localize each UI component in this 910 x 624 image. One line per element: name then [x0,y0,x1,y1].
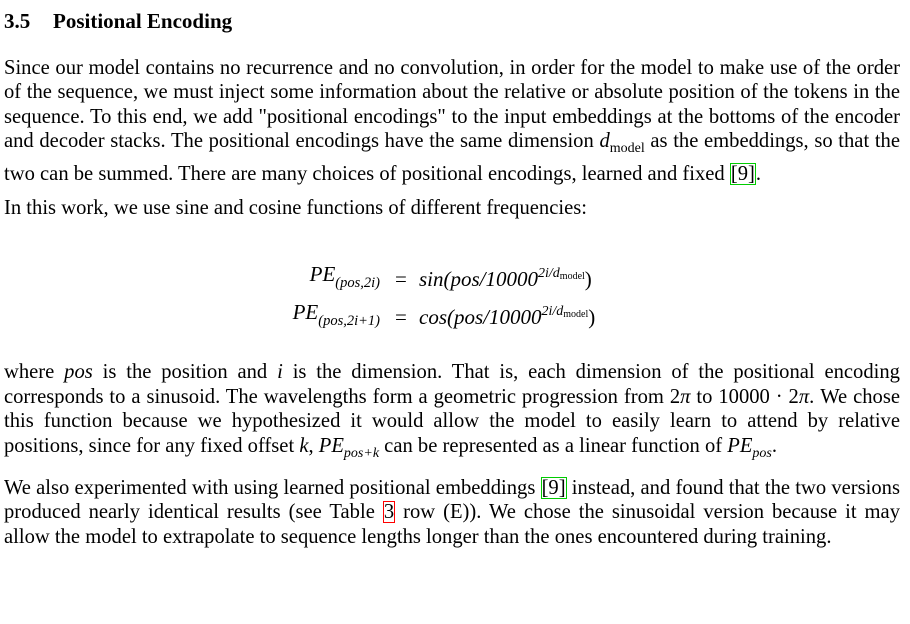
i-variable: i [277,361,283,384]
equals-sign: = [395,305,407,330]
pos-variable: pos [64,361,93,384]
section-heading [4,6,900,36]
equation-lhs: $PE_{(pos,2i+1)}$ [292,300,380,330]
paragraph-functions [4,196,900,220]
citation-link[interactable]: [9] [541,477,566,500]
paragraph-experiments: We also experimented with using learned positional embeddings [9] instead, and found that the two versions produced nearly identical results (see Table 3 row (E)). We chose the sinusoidal version because it may allow the model to extrapolate to sequence lengths longer than the ones encountered during training. [4,477,900,548]
para2-text: In this work, we use sine and cosine functions of different frequencies: [4,197,587,220]
pe-variable: PE [318,434,344,457]
equals-sign: = [395,267,407,292]
pi-symbol: π [798,385,810,408]
equation-block [4,260,900,338]
d-model-variable: d [599,130,610,153]
section-number: 3.5 [4,9,31,33]
pe-subscript: pos [752,445,772,461]
equation-lhs: $PE_{(pos,2i)}$ [309,262,380,292]
pe-subscript: pos+k [343,445,380,461]
citation-link[interactable]: [9] [730,162,755,185]
paragraph-explanation: where pos is the position and i is the dimension. That is, each dimension of the positional encoding corresponds to a sinusoid. The wavelengths form a geometric progression from 2π to 10000 · 2π. We chose this function because we hypothesized it would allow the model to easily learn to attend by relative positions, since for any fixed offset k, $PE_{pos+k}$ can be represented as a linear function of $PE_{pos}$. [4,361,900,461]
equation-cos [4,298,900,336]
pi-symbol: π [680,385,691,408]
equation-sin [4,260,900,298]
pe-variable: PE [727,434,753,457]
para1-text-2: as the embeddings, so that the two can be summed. There are many choices of positional encodings, learned and fixed [4,130,900,185]
equation-rhs: $\sin(pos/10000^{2i/dmodel})$ [419,266,592,292]
table-ref-link[interactable]: 3 [383,501,395,524]
equation-rhs: $\cos(pos/10000^{2i/dmodel})$ [419,304,596,330]
d-model-subscript: model [609,141,645,157]
paper-page [4,6,900,549]
para1-text-1: Since our model contains no recurrence and no convolution, in order for the model to make use of the order of the sequence, we must inject some information about the relative or absolute position of the tokens in the sequence. To this end, we add "positional encodings" to the input embeddings at the bottoms of the encoder and decoder stacks. The positional encodings have the same dimension [4,57,900,153]
paragraph-intro [4,56,900,186]
k-variable: k [299,434,309,457]
section-title: Positional Encoding [53,9,233,33]
para1-text-3: . [755,162,762,185]
